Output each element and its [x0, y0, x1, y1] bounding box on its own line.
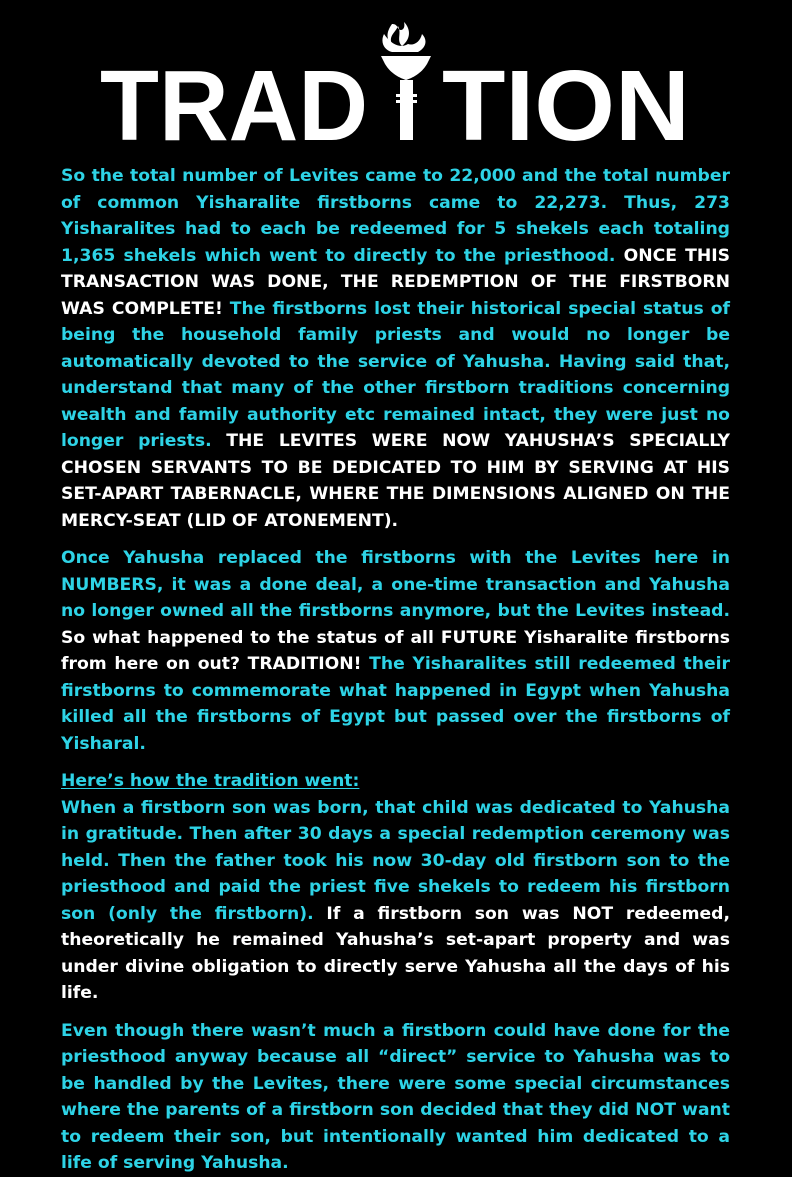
article-body: [61, 163, 730, 1177]
text-segment: Even though there wasn’t much a firstborn could have done for the priesthood anyway because all “direct” service to Yahusha was to be handled by the Levites, there were some special circumstances where the parents of a firstborn son decided that they did NOT want to redeem their son, but intentionally wanted him dedicated to a life of serving Yahusha.: [61, 1020, 730, 1173]
torch-icon: [381, 22, 431, 140]
text-segment: The firstborns lost their historical special status of being the household family priests and would no longer be automatically devoted to the service of Yahusha. Having said that, understand that many of the other firstborn traditions concerning wealth and family authority etc remained intact, they were just no longer priests.: [61, 298, 730, 451]
text-segment: If a firstborn son was NOT redeemed, theoretically he remained Yahusha’s set-apart property and was under divine obligation to directly serve Yahusha all the days of his life.: [61, 903, 730, 1003]
paragraph-3: [61, 795, 730, 1007]
text-segment: Once Yahusha replaced the firstborns with the Levites here in NUMBERS, it was a done deal, a one-time transaction and Yahusha no longer owned all the firstborns anymore, but the Levites instead.: [61, 548, 730, 621]
paragraph-4: [61, 1018, 730, 1177]
paragraph-2: [61, 545, 730, 757]
title-logo: [0, 22, 792, 150]
text-segment: When a firstborn son was born, that child was dedicated to Yahusha in gratitude. Then after 30 days a special redemption ceremony was held. Then the father took his now 30-day old firstborn son to the priesthood and paid the priest five shekels to redeem his firstborn son (only the firstborn).: [61, 797, 730, 924]
paragraph-1: [61, 163, 730, 534]
text-segment: ONCE THIS TRANSACTION WAS DONE, THE REDEMPTION OF THE FIRSTBORN WAS COMPLETE!: [61, 245, 731, 319]
section-heading: [61, 768, 730, 795]
title-left-text: TRAD: [100, 50, 368, 150]
text-segment: The Yisharalites still redeemed their firstborns to commemorate what happened in Egypt when Yahusha killed all the firstborns of Egypt but passed over the firstborns of Yisharal.: [61, 654, 730, 754]
title-banner: [0, 22, 792, 150]
title-right-text: TION: [442, 50, 690, 150]
section-heading-text: Here’s how the tradition went:: [61, 771, 360, 791]
text-segment: So what happened to the status of all FUTURE Yisharalite firstborns from here on out? TRADITION!: [61, 627, 730, 674]
text-segment: THE LEVITES WERE NOW YAHUSHA’S SPECIALLY CHOSEN SERVANTS TO BE DEDICATED TO HIM BY SERVING AT HIS SET-APART TABERNACLE, WHERE THE DIMENSIONS ALIGNED ON THE MERCY-SEAT (LID OF ATONEMENT).: [61, 431, 730, 531]
text-segment: So the total number of Levites came to 22,000 and the total number of common Yisharalite firstborns came to 22,273. Thus, 273 Yisharalites had to each be redeemed for 5 shekels each totaling 1,365 shekels which went to directly to the priesthood.: [61, 166, 730, 266]
